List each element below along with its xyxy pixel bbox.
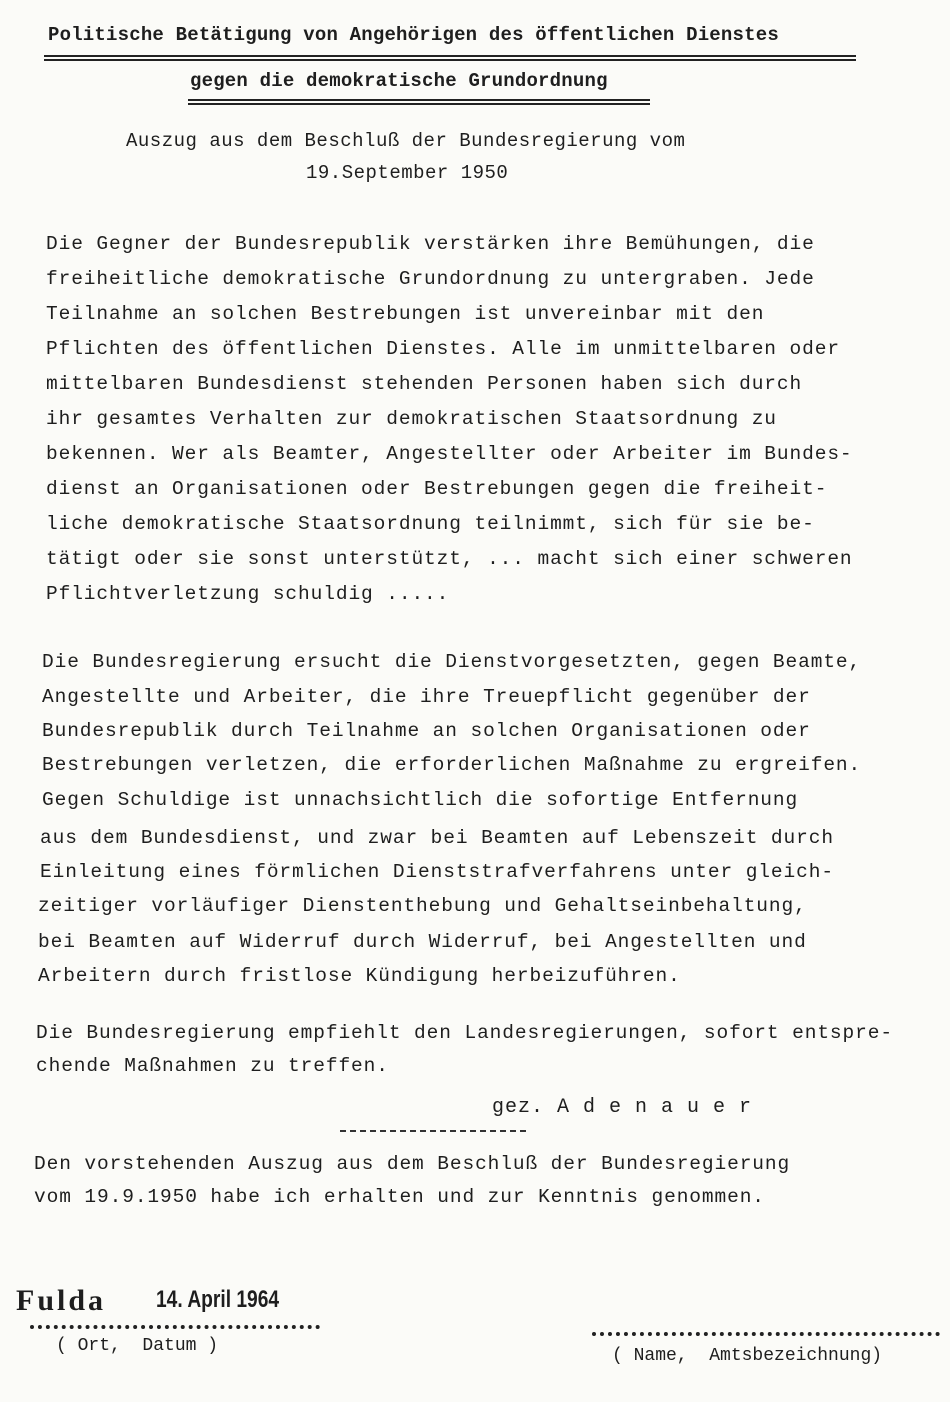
signature: gez. A d e n a u e r xyxy=(492,1096,753,1119)
paragraph-line: Arbeitern durch fristlose Kündigung herbeizuführen. xyxy=(38,965,681,987)
paragraph-line: Die Bundesregierung empfiehlt den Landesregierungen, sofort entspre- xyxy=(36,1022,893,1044)
paragraph-line: Die Bundesregierung ersucht die Dienstvorgesetzten, gegen Beamte, xyxy=(42,651,862,673)
paragraph-line: tätigt oder sie sonst unterstützt, ... macht sich einer schweren xyxy=(46,548,853,570)
subtitle-line-1: Auszug aus dem Beschluß der Bundesregierung vom xyxy=(126,130,686,152)
paragraph-line: Teilnahme an solchen Bestrebungen ist unvereinbar mit den xyxy=(46,303,765,325)
paragraph-line: Gegen Schuldige ist unnachsichtlich die sofortige Entfernung xyxy=(42,789,799,811)
paragraph-line: Pflichtverletzung schuldig ..... xyxy=(46,583,450,605)
paragraph-line: mittelbaren Bundesdienst stehenden Personen haben sich durch xyxy=(46,373,803,395)
title-underline-2 xyxy=(188,99,650,105)
paragraph-line: aus dem Bundesdienst, und zwar bei Beamten auf Lebenszeit durch xyxy=(40,827,834,849)
acknowledgement-line-1: Den vorstehenden Auszug aus dem Beschluß der Bundesregierung xyxy=(34,1153,791,1175)
paragraph-line: Einleitung eines förmlichen Dienststrafverfahrens unter gleich- xyxy=(40,861,834,883)
place-field: Fulda xyxy=(16,1284,107,1317)
title-line-2: gegen die demokratische Grundordnung xyxy=(190,70,608,92)
paragraph-line: chende Maßnahmen zu treffen. xyxy=(36,1055,389,1077)
paragraph-line: bekennen. Wer als Beamter, Angestellter oder Arbeiter im Bundes- xyxy=(46,443,853,465)
acknowledgement-line-2: vom 19.9.1950 habe ich erhalten und zur Kenntnis genommen. xyxy=(34,1186,765,1208)
paragraph-line: Pflichten des öffentlichen Dienstes. Alle im unmittelbaren oder xyxy=(46,338,840,360)
title-line-1: Politische Betätigung von Angehörigen des öffentlichen Dienstes xyxy=(48,24,779,46)
subtitle-line-2: 19.September 1950 xyxy=(306,162,509,184)
place-date-caption: ( Ort, Datum ) xyxy=(56,1336,219,1356)
name-caption: ( Name, Amtsbezeichnung) xyxy=(612,1346,883,1366)
signature-underline xyxy=(340,1130,526,1132)
date-field: 14. April 1964 xyxy=(156,1286,280,1313)
title-underline-1 xyxy=(44,55,856,61)
paragraph-line: freiheitliche demokratische Grundordnung zu untergraben. Jede xyxy=(46,268,815,290)
paragraph-line: zeitiger vorläufiger Dienstenthebung und Gehaltseinbehaltung, xyxy=(38,895,807,917)
name-dotted-line xyxy=(592,1332,940,1336)
paragraph-line: Bestrebungen verletzen, die erforderlichen Maßnahme zu ergreifen. xyxy=(42,754,862,776)
paragraph-line: bei Beamten auf Widerruf durch Widerruf, bei Angestellten und xyxy=(38,931,807,953)
paragraph-line: Bundesrepublik durch Teilnahme an solchen Organisationen oder xyxy=(42,720,811,742)
paragraph-line: Die Gegner der Bundesrepublik verstärken ihre Bemühungen, die xyxy=(46,233,815,255)
paragraph-line: ihr gesamtes Verhalten zur demokratischen Staatsordnung zu xyxy=(46,408,777,430)
paragraph-line: liche demokratische Staatsordnung teilnimmt, sich für sie be- xyxy=(46,513,815,535)
place-date-dotted-line xyxy=(30,1325,320,1329)
paragraph-line: Angestellte und Arbeiter, die ihre Treuepflicht gegenüber der xyxy=(42,686,811,708)
paragraph-line: dienst an Organisationen oder Bestrebungen gegen die freiheit- xyxy=(46,478,828,500)
